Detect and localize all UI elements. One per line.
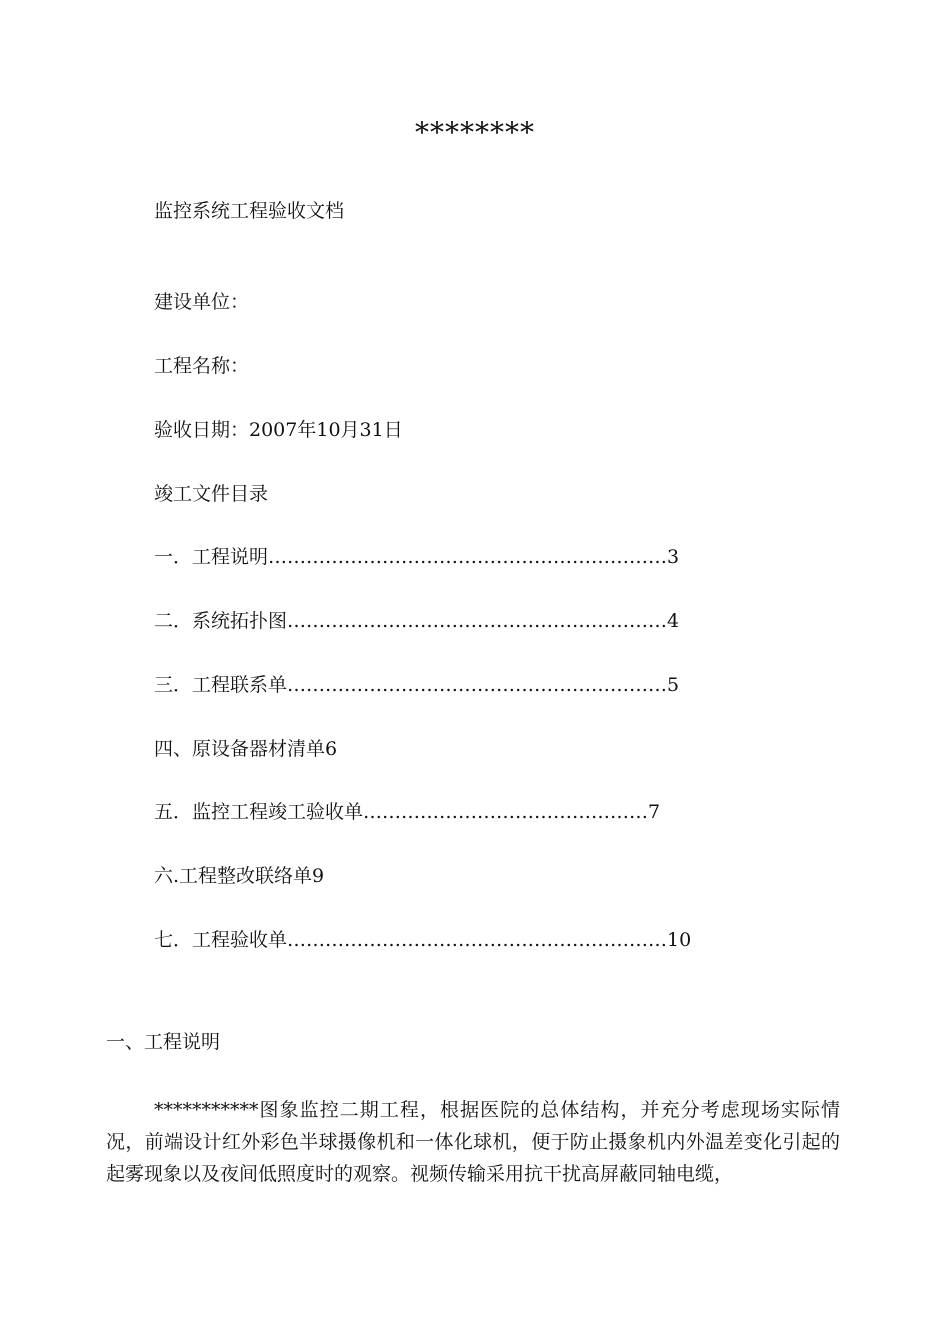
toc-item-label: 五．监控工程竣工验收单 — [154, 801, 364, 823]
toc-item — [154, 673, 679, 697]
document-subtitle: 监控系统工程验收文档 — [154, 200, 345, 222]
toc-item-page: 9 — [312, 865, 325, 887]
toc-item-label: 一．工程说明 — [154, 546, 269, 568]
toc-item-label: 七．工程验收单 — [154, 929, 288, 951]
toc-item — [154, 545, 679, 569]
toc-heading: 竣工文件目录 — [154, 483, 269, 505]
toc-item — [154, 864, 324, 888]
toc-item-label: 三．工程联系单 — [154, 674, 288, 696]
toc-item-label: 二．系统拓扑图 — [154, 610, 288, 632]
toc-item-page: 3 — [667, 546, 680, 568]
toc-item-leader: …………………………………………………… — [287, 674, 668, 696]
toc-item-leader: …………………………………………………… — [287, 610, 668, 632]
toc-item-leader: ……………………………………… — [363, 801, 649, 823]
field-date: 验收日期：2007年10月31日 — [154, 419, 403, 441]
toc-item-leader: …………………………………………………… — [287, 929, 668, 951]
toc-item-page: 7 — [648, 801, 661, 823]
section-heading: 一、工程说明 — [106, 1031, 221, 1053]
toc-item-page: 10 — [667, 929, 692, 951]
toc-item-page: 4 — [667, 610, 680, 632]
toc-item-label: 六.工程整改联络单 — [154, 865, 313, 887]
field-project: 工程名称： — [154, 355, 250, 377]
toc-item — [154, 609, 679, 633]
field-client: 建设单位： — [154, 291, 250, 313]
toc-item — [154, 928, 691, 952]
section-paragraph: ***********图象监控二期工程，根据医院的总体结构，并充分考虑现场实际情况，前端设计红外彩色半球摄像机和一体化球机，便于防止摄象机内外温差变化引起的起雾现象以及夜间低照度时的观察。视频传输采用抗干扰高屏蔽同轴电缆， — [106, 1099, 840, 1185]
toc-item-page: 5 — [667, 674, 680, 696]
toc-item-page: 6 — [325, 738, 338, 760]
toc-item — [154, 737, 337, 761]
toc-item — [154, 800, 660, 824]
toc-item-leader: ……………………………………………………… — [268, 546, 668, 568]
document-title: ******** — [415, 116, 535, 149]
toc-item-label: 四、原设备器材清单 — [154, 738, 326, 760]
